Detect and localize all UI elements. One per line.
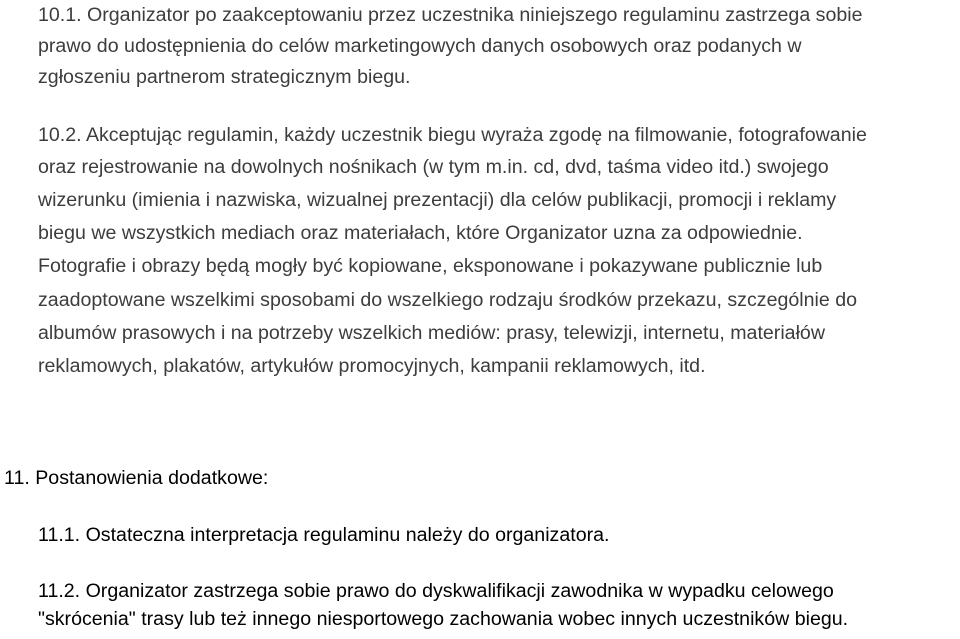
text-line: zgłoszeniu partnerom strategicznym biegu. bbox=[38, 66, 411, 88]
text-line: albumów prasowych i na potrzeby wszelkich mediów: prasy, telewizji, internetu, materiałów bbox=[38, 322, 825, 344]
text-line: "skrócenia" trasy lub też innego niesportowego zachowania wobec innych uczestników biegu. bbox=[38, 608, 849, 630]
text-line: reklamowych, plakatów, artykułów promocyjnych, kampanii reklamowych, itd. bbox=[38, 355, 706, 377]
text-line: wizerunku (imienia i nazwiska, wizualnej prezentacji) dla celów publikacji, promocji i reklamy bbox=[38, 189, 837, 211]
text-line: zaadoptowane wszelkimi sposobami do wszelkiego rodzaju środków przekazu, szczególnie do bbox=[38, 289, 858, 311]
text-line: 11.2. Organizator zastrzega sobie prawo do dyskwalifikacji zawodnika w wypadku celowego bbox=[38, 580, 834, 602]
text-line: 10.2. Akceptując regulamin, każdy uczestnik biegu wyraża zgodę na filmowanie, fotografowanie bbox=[38, 124, 867, 146]
text-line: Fotografie i obrazy będą mogły być kopiowane, eksponowane i pokazywane publicznie lub bbox=[38, 255, 823, 277]
text-line: prawo do udostępnienia do celów marketingowych danych osobowych oraz podanych w bbox=[38, 35, 802, 57]
text-line: biegu we wszystkich mediach oraz materiałach, które Organizator uzna za odpowiednie. bbox=[38, 222, 803, 244]
text-line: 10.1. Organizator po zaakceptowaniu przez uczestnika niniejszego regulaminu zastrzega sobie bbox=[38, 4, 863, 26]
paragraph-11-1: 11.1. Ostateczna interpretacja regulaminu należy do organizatora. bbox=[38, 524, 610, 546]
section-11-heading: 11. Postanowienia dodatkowe: bbox=[4, 467, 269, 489]
text-line: oraz rejestrowanie na dowolnych nośnikach (w tym m.in. cd, dvd, taśma video itd.) swojego bbox=[38, 156, 829, 178]
